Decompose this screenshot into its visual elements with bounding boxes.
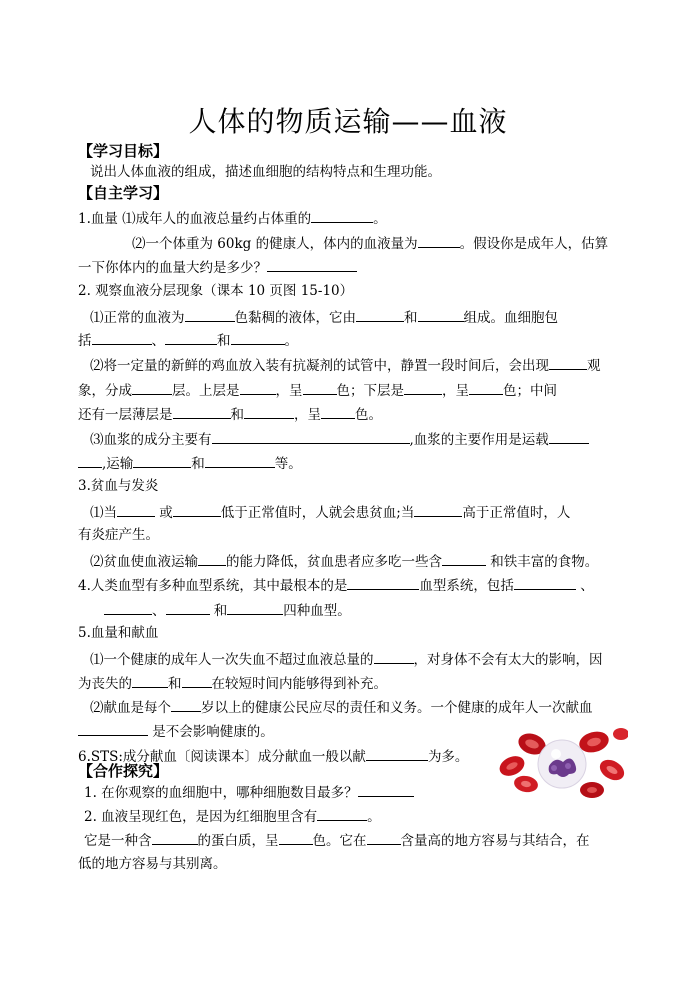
blank[interactable]: [358, 782, 414, 797]
blank[interactable]: [231, 330, 285, 345]
text: 、: [151, 333, 165, 349]
text: 色。: [355, 407, 382, 423]
blank[interactable]: [366, 746, 428, 761]
blank[interactable]: [418, 233, 460, 248]
text: 为多。: [427, 749, 469, 765]
blank[interactable]: [321, 404, 355, 419]
text: 2. 血液呈现红色，是因为红细胞里含有: [84, 809, 318, 825]
text: 1. 在你观察的血细胞中，哪种细胞数目最多？: [84, 785, 358, 801]
blank[interactable]: [267, 257, 357, 272]
text: ⑶血浆的成分主要有: [90, 432, 212, 448]
text: ⑵一个体重为 60kg 的健康人，体内的血液量为: [132, 236, 418, 252]
q2-line-c: [90, 355, 601, 375]
blank[interactable]: [356, 307, 404, 322]
text: 和: [213, 603, 228, 619]
text: 。: [373, 211, 387, 227]
text: 和: [191, 456, 205, 472]
text: 和铁丰富的食物。: [490, 554, 599, 570]
blank[interactable]: [244, 404, 294, 419]
blank[interactable]: [514, 575, 576, 590]
blank[interactable]: [212, 429, 410, 444]
text: 色；中间: [503, 383, 557, 399]
blank[interactable]: [185, 307, 235, 322]
q1-line-a: [78, 208, 387, 228]
text: 高于正常值时，人: [462, 505, 571, 521]
blank[interactable]: [166, 600, 210, 615]
blank[interactable]: [173, 404, 231, 419]
text: ，呈: [294, 407, 321, 423]
coop-line-3: [84, 830, 590, 850]
q3-heading: 3.贫血与发炎: [78, 478, 159, 494]
text: 为丧失的: [78, 676, 132, 692]
q1-line-c: [78, 257, 357, 277]
blank[interactable]: [317, 806, 367, 821]
text: 还有一层薄层是: [78, 407, 173, 423]
text: ⑵贫血使血液运输: [90, 554, 198, 570]
q2-heading: 2. 观察血液分层现象（课本 10 页图 15-10）: [78, 283, 354, 299]
text: 低于正常值时，人就会患贫血;当: [220, 505, 415, 521]
text: 、: [580, 578, 594, 594]
text: 一下你体内的血量大约是多少？: [78, 260, 267, 276]
text: ,血浆的主要作用是运载: [409, 432, 549, 448]
blank[interactable]: [303, 380, 337, 395]
text: 等。: [274, 456, 302, 472]
q3-line-c: [90, 551, 598, 571]
blank[interactable]: [78, 453, 102, 468]
blank[interactable]: [165, 330, 217, 345]
text: 的能力降低，贫血患者应多吃一些含: [226, 554, 442, 570]
blank[interactable]: [182, 673, 212, 688]
coop-line-1: [84, 782, 414, 802]
coop-line-2: [84, 806, 381, 826]
text: 岁以上的健康公民应尽的责任和义务。一个健康的成年人一次献血: [201, 700, 593, 716]
blank[interactable]: [549, 429, 589, 444]
text: 观: [587, 358, 601, 374]
blank[interactable]: [205, 453, 275, 468]
blank[interactable]: [367, 830, 401, 845]
blank[interactable]: [132, 380, 172, 395]
text: 4.人类血型有多种血型系统，其中最根本的是: [78, 578, 348, 594]
blank[interactable]: [418, 307, 464, 322]
text: 含量高的地方容易与其结合，在: [400, 833, 590, 849]
text: 色。它在: [312, 833, 367, 849]
text: 是不会影响健康的。: [152, 724, 274, 740]
q3-line-b: 有炎症产生。: [78, 527, 159, 543]
blank[interactable]: [404, 380, 442, 395]
text: 、: [152, 603, 166, 619]
text: 的蛋白质，呈: [197, 833, 279, 849]
blank[interactable]: [198, 551, 226, 566]
blank[interactable]: [132, 673, 168, 688]
text: ⑵献血是每个: [90, 700, 171, 716]
text: ⑴一个健康的成年人一次失血不超过血液总量的: [90, 652, 374, 668]
blank[interactable]: [171, 697, 201, 712]
text: 在较短时间内能够得到补充。: [211, 676, 387, 692]
blank[interactable]: [133, 453, 191, 468]
q5-line-b: [78, 673, 387, 693]
section-self-study: 【自主学习】: [78, 184, 169, 202]
q1-line-b: [132, 233, 608, 253]
blank[interactable]: [117, 502, 155, 517]
coop-line-4: 低的地方容易与其别离。: [78, 856, 227, 872]
blank[interactable]: [152, 830, 198, 845]
text: 和: [217, 333, 231, 349]
text: ⑵将一定量的新鲜的鸡血放入装有抗凝剂的试管中，静置一段时间后，会出现: [90, 358, 549, 374]
goal-text: 说出人体血液的组成，描述血细胞的结构特点和生理功能。: [90, 164, 441, 180]
text: ⑴正常的血液为: [90, 310, 185, 326]
q5-heading: 5.血量和献血: [78, 625, 159, 641]
q5-line-c: [90, 697, 593, 717]
blank[interactable]: [442, 551, 486, 566]
blank[interactable]: [78, 721, 148, 736]
blank[interactable]: [279, 830, 313, 845]
text: ⑴当: [90, 505, 117, 521]
text: 它是一种含: [84, 833, 152, 849]
text: 1.血量 ⑴成年人的血液总量约占体重的: [78, 211, 312, 227]
blank[interactable]: [347, 575, 419, 590]
text: ，呈: [275, 383, 303, 399]
text: 色；下层是: [336, 383, 404, 399]
text: 6.STS:成分献血〔阅读课本〕成分献血一般以献: [78, 749, 366, 765]
text: 层。上层是: [172, 383, 240, 399]
blank[interactable]: [469, 380, 503, 395]
text: 色黏稠的液体，它由: [234, 310, 356, 326]
blank[interactable]: [227, 600, 283, 615]
blank[interactable]: [374, 649, 414, 664]
text: 。假设你是成年人，估算: [459, 236, 609, 252]
section-goals: 【学习目标】: [78, 142, 169, 160]
blank[interactable]: [414, 502, 462, 517]
text: 和: [404, 310, 418, 326]
text: 和: [168, 676, 182, 692]
q4-line-a: [78, 575, 594, 595]
q2-line-f: [90, 429, 589, 449]
q5-line-a: [90, 649, 603, 669]
text: 。: [367, 809, 381, 825]
text: 象，分成: [78, 383, 132, 399]
blank[interactable]: [549, 355, 587, 370]
blood-cells-illustration: [494, 722, 628, 802]
text: 或: [159, 505, 173, 521]
text: ，呈: [442, 383, 469, 399]
text: 括: [78, 333, 92, 349]
blank[interactable]: [311, 208, 373, 223]
blank[interactable]: [240, 380, 276, 395]
q3-line-a: [90, 502, 570, 522]
q2-line-e: [78, 404, 382, 424]
page-title: 人体的物质运输——血液: [188, 105, 508, 138]
section-coop: 【合作探究】: [78, 762, 169, 780]
blank[interactable]: [104, 600, 152, 615]
text: 。: [284, 333, 298, 349]
text: 四种血型。: [283, 603, 351, 619]
text: 血型系统，包括: [419, 578, 514, 594]
text: 和: [230, 407, 244, 423]
q2-line-g: [78, 453, 302, 473]
text: 组成。血细胞包: [463, 310, 558, 326]
q2-line-b: [78, 330, 298, 350]
text: ，对身体不会有太大的影响，因: [413, 652, 603, 668]
q2-line-a: [90, 307, 558, 327]
blank[interactable]: [173, 502, 221, 517]
blank[interactable]: [92, 330, 152, 345]
q4-line-b: [104, 600, 351, 620]
q2-line-d: [78, 380, 557, 400]
q5-line-d: [78, 721, 274, 741]
text: ,运输: [102, 456, 134, 472]
